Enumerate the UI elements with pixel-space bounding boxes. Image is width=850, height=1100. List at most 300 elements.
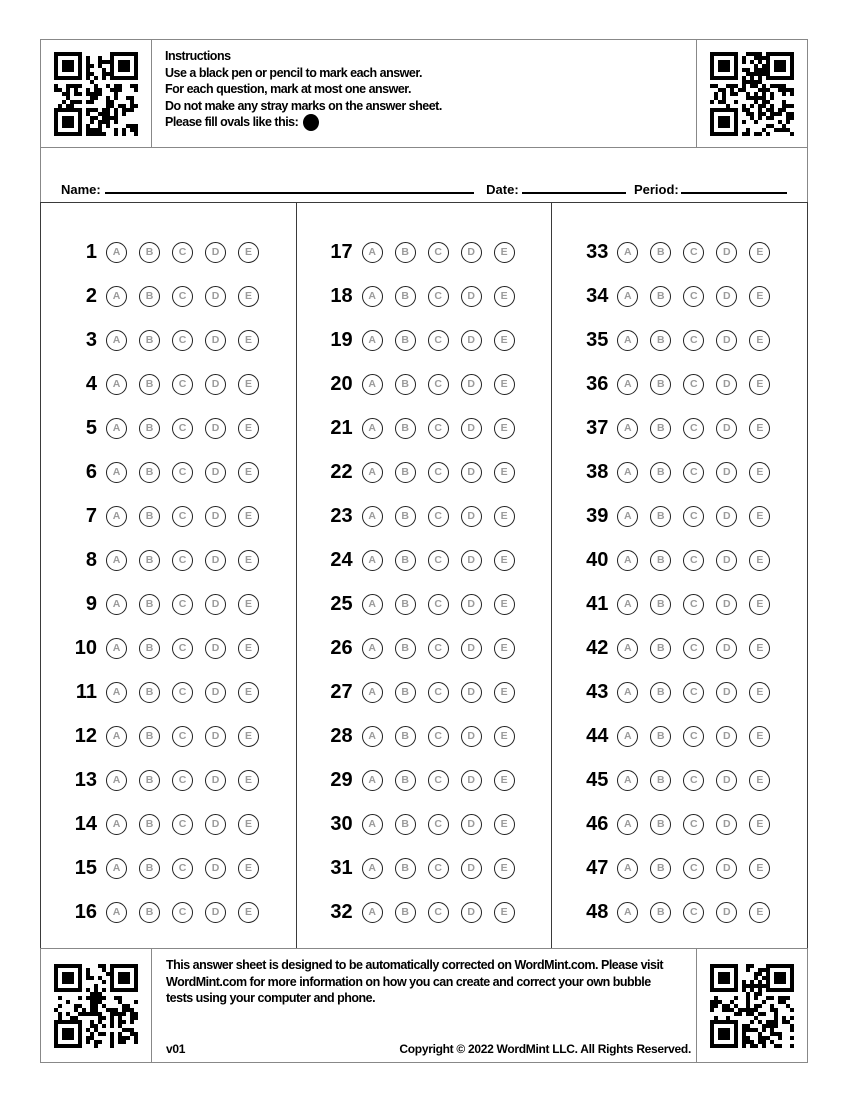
bubble-16-A[interactable]: A [106,902,127,923]
bubble-group-45 [617,770,770,791]
bubble-15-B[interactable]: B [139,858,160,879]
bubble-28-C[interactable]: C [428,726,449,747]
bubble-group-44 [617,726,770,747]
bubble-37-E[interactable]: E [749,418,770,439]
question-row-5 [41,406,296,450]
bubble-47-A[interactable]: A [617,858,638,879]
header-box [40,39,808,148]
bubble-12-C[interactable]: C [172,726,193,747]
bubble-41-E[interactable]: E [749,594,770,615]
bubble-21-D[interactable]: D [461,418,482,439]
bubble-5-A[interactable]: A [106,418,127,439]
bubble-42-B[interactable]: B [650,638,671,659]
bubble-21-C[interactable]: C [428,418,449,439]
bubble-41-A[interactable]: A [617,594,638,615]
question-row-17 [297,230,552,274]
question-row-40 [552,538,807,582]
bubble-20-D[interactable]: D [461,374,482,395]
bubble-group-23 [362,506,515,527]
bubble-31-C[interactable]: C [428,858,449,879]
bubble-26-E[interactable]: E [494,638,515,659]
bubble-26-B[interactable]: B [395,638,416,659]
bubble-1-B[interactable]: B [139,242,160,263]
bubble-9-D[interactable]: D [205,594,226,615]
bubble-19-D[interactable]: D [461,330,482,351]
bubble-23-D[interactable]: D [461,506,482,527]
bubble-19-B[interactable]: B [395,330,416,351]
bubble-24-D[interactable]: D [461,550,482,571]
bubble-40-B[interactable]: B [650,550,671,571]
bubble-40-A[interactable]: A [617,550,638,571]
bubble-44-E[interactable]: E [749,726,770,747]
bubble-13-C[interactable]: C [172,770,193,791]
bubble-33-B[interactable]: B [650,242,671,263]
bubble-48-A[interactable]: A [617,902,638,923]
bubble-48-B[interactable]: B [650,902,671,923]
bubble-4-E[interactable]: E [238,374,259,395]
bubble-25-C[interactable]: C [428,594,449,615]
bubble-23-B[interactable]: B [395,506,416,527]
bubble-group-47 [617,858,770,879]
bubble-22-B[interactable]: B [395,462,416,483]
bubble-39-E[interactable]: E [749,506,770,527]
bubble-17-B[interactable]: B [395,242,416,263]
bubble-6-B[interactable]: B [139,462,160,483]
bubble-32-D[interactable]: D [461,902,482,923]
bubble-2-B[interactable]: B [139,286,160,307]
bubble-11-C[interactable]: C [172,682,193,703]
bubble-27-A[interactable]: A [362,682,383,703]
bubble-3-A[interactable]: A [106,330,127,351]
bubble-18-A[interactable]: A [362,286,383,307]
bubble-25-E[interactable]: E [494,594,515,615]
bubble-31-D[interactable]: D [461,858,482,879]
bubble-4-A[interactable]: A [106,374,127,395]
bubble-34-E[interactable]: E [749,286,770,307]
question-row-9 [41,582,296,626]
bubble-4-B[interactable]: B [139,374,160,395]
bubble-25-B[interactable]: B [395,594,416,615]
bubble-1-C[interactable]: C [172,242,193,263]
bubble-42-E[interactable]: E [749,638,770,659]
bubble-7-D[interactable]: D [205,506,226,527]
question-number-1: 1 [85,240,97,263]
bubble-8-B[interactable]: B [139,550,160,571]
bubble-14-A[interactable]: A [106,814,127,835]
bubble-33-E[interactable]: E [749,242,770,263]
question-row-25 [297,582,552,626]
bubble-5-C[interactable]: C [172,418,193,439]
bubble-47-B[interactable]: B [650,858,671,879]
bubble-10-A[interactable]: A [106,638,127,659]
bubble-35-B[interactable]: B [650,330,671,351]
period-input-line[interactable] [681,178,787,194]
answer-grid [40,202,808,949]
bubble-6-D[interactable]: D [205,462,226,483]
bubble-7-A[interactable]: A [106,506,127,527]
bubble-35-A[interactable]: A [617,330,638,351]
bubble-43-C[interactable]: C [683,682,704,703]
bubble-32-C[interactable]: C [428,902,449,923]
question-number-10: 10 [74,636,97,659]
bubble-38-B[interactable]: B [650,462,671,483]
bubble-36-A[interactable]: A [617,374,638,395]
question-number-9: 9 [85,592,97,615]
question-row-10 [41,626,296,670]
bubble-31-E[interactable]: E [494,858,515,879]
question-row-43 [552,670,807,714]
bubble-7-C[interactable]: C [172,506,193,527]
bubble-group-36 [617,374,770,395]
bubble-10-C[interactable]: C [172,638,193,659]
bubble-group-17 [362,242,515,263]
bubble-40-E[interactable]: E [749,550,770,571]
bubble-2-C[interactable]: C [172,286,193,307]
bubble-8-D[interactable]: D [205,550,226,571]
bubble-21-E[interactable]: E [494,418,515,439]
bubble-43-E[interactable]: E [749,682,770,703]
question-number-34: 34 [586,284,609,307]
bubble-12-A[interactable]: A [106,726,127,747]
bubble-40-C[interactable]: C [683,550,704,571]
name-input-line[interactable] [105,178,474,194]
bubble-22-D[interactable]: D [461,462,482,483]
question-row-32 [297,890,552,934]
bubble-35-C[interactable]: C [683,330,704,351]
bubble-23-E[interactable]: E [494,506,515,527]
bubble-39-C[interactable]: C [683,506,704,527]
question-row-37 [552,406,807,450]
name-label: Name: [61,182,101,197]
bubble-11-A[interactable]: A [106,682,127,703]
bubble-45-C[interactable]: C [683,770,704,791]
date-input-line[interactable] [522,178,626,194]
question-number-15: 15 [74,856,97,879]
bubble-5-B[interactable]: B [139,418,160,439]
bubble-26-C[interactable]: C [428,638,449,659]
bubble-25-A[interactable]: A [362,594,383,615]
bubble-17-A[interactable]: A [362,242,383,263]
bubble-16-C[interactable]: C [172,902,193,923]
bubble-17-C[interactable]: C [428,242,449,263]
bubble-45-A[interactable]: A [617,770,638,791]
bubble-39-A[interactable]: A [617,506,638,527]
bubble-24-E[interactable]: E [494,550,515,571]
bubble-15-A[interactable]: A [106,858,127,879]
bubble-6-A[interactable]: A [106,462,127,483]
bubble-39-D[interactable]: D [716,506,737,527]
bubble-13-D[interactable]: D [205,770,226,791]
bubble-28-D[interactable]: D [461,726,482,747]
bubble-11-B[interactable]: B [139,682,160,703]
bubble-30-A[interactable]: A [362,814,383,835]
bubble-21-B[interactable]: B [395,418,416,439]
bubble-38-C[interactable]: C [683,462,704,483]
bubble-46-D[interactable]: D [716,814,737,835]
bubble-28-B[interactable]: B [395,726,416,747]
bubble-2-D[interactable]: D [205,286,226,307]
bubble-group-3 [106,330,259,351]
bubble-21-A[interactable]: A [362,418,383,439]
bubble-43-B[interactable]: B [650,682,671,703]
bubble-29-E[interactable]: E [494,770,515,791]
bubble-24-A[interactable]: A [362,550,383,571]
bubble-20-B[interactable]: B [395,374,416,395]
bubble-8-E[interactable]: E [238,550,259,571]
bubble-47-E[interactable]: E [749,858,770,879]
bubble-43-A[interactable]: A [617,682,638,703]
bubble-30-E[interactable]: E [494,814,515,835]
bubble-27-C[interactable]: C [428,682,449,703]
bubble-14-D[interactable]: D [205,814,226,835]
question-row-2 [41,274,296,318]
bubble-19-C[interactable]: C [428,330,449,351]
bubble-group-4 [106,374,259,395]
question-number-25: 25 [330,592,353,615]
bubble-2-A[interactable]: A [106,286,127,307]
bubble-5-D[interactable]: D [205,418,226,439]
bubble-44-B[interactable]: B [650,726,671,747]
bubble-41-C[interactable]: C [683,594,704,615]
bubble-40-D[interactable]: D [716,550,737,571]
bubble-7-E[interactable]: E [238,506,259,527]
bubble-20-A[interactable]: A [362,374,383,395]
bubble-13-E[interactable]: E [238,770,259,791]
bubble-35-E[interactable]: E [749,330,770,351]
bubble-38-A[interactable]: A [617,462,638,483]
question-row-28 [297,714,552,758]
bubble-36-E[interactable]: E [749,374,770,395]
bubble-10-B[interactable]: B [139,638,160,659]
bubble-48-E[interactable]: E [749,902,770,923]
bubble-18-B[interactable]: B [395,286,416,307]
bubble-14-B[interactable]: B [139,814,160,835]
bubble-42-C[interactable]: C [683,638,704,659]
bubble-3-B[interactable]: B [139,330,160,351]
bubble-22-C[interactable]: C [428,462,449,483]
bubble-group-32 [362,902,515,923]
bubble-22-E[interactable]: E [494,462,515,483]
question-row-27 [297,670,552,714]
bubble-48-C[interactable]: C [683,902,704,923]
bubble-37-A[interactable]: A [617,418,638,439]
question-number-23: 23 [330,504,353,527]
bubble-44-A[interactable]: A [617,726,638,747]
grid-column-1 [41,203,296,948]
bubble-12-D[interactable]: D [205,726,226,747]
bubble-9-C[interactable]: C [172,594,193,615]
bubble-12-B[interactable]: B [139,726,160,747]
bubble-33-C[interactable]: C [683,242,704,263]
bubble-10-D[interactable]: D [205,638,226,659]
bubble-6-E[interactable]: E [238,462,259,483]
footer-paragraph [166,957,691,1007]
bubble-34-C[interactable]: C [683,286,704,307]
question-row-21 [297,406,552,450]
bubble-3-C[interactable]: C [172,330,193,351]
bubble-45-E[interactable]: E [749,770,770,791]
bubble-3-E[interactable]: E [238,330,259,351]
bubble-1-D[interactable]: D [205,242,226,263]
instructions-title: Instructions [165,49,231,63]
bubble-37-C[interactable]: C [683,418,704,439]
bubble-12-E[interactable]: E [238,726,259,747]
question-number-33: 33 [586,240,609,263]
bubble-group-15 [106,858,259,879]
bubble-17-D[interactable]: D [461,242,482,263]
bubble-8-A[interactable]: A [106,550,127,571]
bubble-group-30 [362,814,515,835]
bubble-9-E[interactable]: E [238,594,259,615]
bubble-15-D[interactable]: D [205,858,226,879]
bubble-29-A[interactable]: A [362,770,383,791]
bubble-34-B[interactable]: B [650,286,671,307]
bubble-group-37 [617,418,770,439]
bubble-36-D[interactable]: D [716,374,737,395]
bubble-30-D[interactable]: D [461,814,482,835]
question-number-2: 2 [85,284,97,307]
bubble-41-D[interactable]: D [716,594,737,615]
bubble-41-B[interactable]: B [650,594,671,615]
bubble-33-D[interactable]: D [716,242,737,263]
bubble-37-B[interactable]: B [650,418,671,439]
bubble-38-D[interactable]: D [716,462,737,483]
bubble-39-B[interactable]: B [650,506,671,527]
bubble-30-C[interactable]: C [428,814,449,835]
bubble-31-A[interactable]: A [362,858,383,879]
bubble-16-D[interactable]: D [205,902,226,923]
bubble-13-A[interactable]: A [106,770,127,791]
bubble-35-D[interactable]: D [716,330,737,351]
bubble-46-A[interactable]: A [617,814,638,835]
bubble-18-E[interactable]: E [494,286,515,307]
bubble-10-E[interactable]: E [238,638,259,659]
bubble-29-D[interactable]: D [461,770,482,791]
bubble-4-D[interactable]: D [205,374,226,395]
bubble-1-E[interactable]: E [238,242,259,263]
bubble-18-C[interactable]: C [428,286,449,307]
bubble-group-31 [362,858,515,879]
bubble-28-E[interactable]: E [494,726,515,747]
bubble-group-16 [106,902,259,923]
question-row-11 [41,670,296,714]
bubble-16-B[interactable]: B [139,902,160,923]
bubble-27-E[interactable]: E [494,682,515,703]
bubble-46-B[interactable]: B [650,814,671,835]
bubble-26-A[interactable]: A [362,638,383,659]
bubble-37-D[interactable]: D [716,418,737,439]
bubble-23-C[interactable]: C [428,506,449,527]
bubble-34-D[interactable]: D [716,286,737,307]
bubble-45-B[interactable]: B [650,770,671,791]
bubble-4-C[interactable]: C [172,374,193,395]
question-row-20 [297,362,552,406]
bubble-46-E[interactable]: E [749,814,770,835]
bubble-6-C[interactable]: C [172,462,193,483]
grid-column-2 [296,203,552,948]
bubble-8-C[interactable]: C [172,550,193,571]
bubble-5-E[interactable]: E [238,418,259,439]
bubble-13-B[interactable]: B [139,770,160,791]
bubble-42-D[interactable]: D [716,638,737,659]
bubble-15-E[interactable]: E [238,858,259,879]
bubble-14-C[interactable]: C [172,814,193,835]
bubble-11-E[interactable]: E [238,682,259,703]
bubble-48-D[interactable]: D [716,902,737,923]
question-number-39: 39 [586,504,609,527]
bubble-45-D[interactable]: D [716,770,737,791]
bubble-46-C[interactable]: C [683,814,704,835]
bubble-44-C[interactable]: C [683,726,704,747]
bubble-29-B[interactable]: B [395,770,416,791]
bubble-16-E[interactable]: E [238,902,259,923]
bubble-22-A[interactable]: A [362,462,383,483]
qr-code-top-right-icon [696,40,807,147]
bubble-25-D[interactable]: D [461,594,482,615]
bubble-27-D[interactable]: D [461,682,482,703]
bubble-18-D[interactable]: D [461,286,482,307]
question-number-16: 16 [74,900,97,923]
bubble-31-B[interactable]: B [395,858,416,879]
bubble-23-A[interactable]: A [362,506,383,527]
bubble-42-A[interactable]: A [617,638,638,659]
bubble-15-C[interactable]: C [172,858,193,879]
bubble-32-E[interactable]: E [494,902,515,923]
question-number-28: 28 [330,724,353,747]
question-row-26 [297,626,552,670]
qr-code-bottom-right-icon [696,949,807,1062]
bubble-group-12 [106,726,259,747]
bubble-44-D[interactable]: D [716,726,737,747]
bubble-7-B[interactable]: B [139,506,160,527]
bubble-9-A[interactable]: A [106,594,127,615]
bubble-20-C[interactable]: C [428,374,449,395]
bubble-24-B[interactable]: B [395,550,416,571]
instruction-line-1: Use a black pen or pencil to mark each answer. [165,65,422,80]
bubble-26-D[interactable]: D [461,638,482,659]
bubble-30-B[interactable]: B [395,814,416,835]
bubble-11-D[interactable]: D [205,682,226,703]
bubble-19-A[interactable]: A [362,330,383,351]
bubble-24-C[interactable]: C [428,550,449,571]
bubble-1-A[interactable]: A [106,242,127,263]
bubble-47-C[interactable]: C [683,858,704,879]
bubble-32-B[interactable]: B [395,902,416,923]
qr-code-top-left-icon [41,40,152,147]
bubble-29-C[interactable]: C [428,770,449,791]
bubble-28-A[interactable]: A [362,726,383,747]
bubble-group-38 [617,462,770,483]
bubble-43-D[interactable]: D [716,682,737,703]
bubble-9-B[interactable]: B [139,594,160,615]
bubble-19-E[interactable]: E [494,330,515,351]
bubble-36-B[interactable]: B [650,374,671,395]
bubble-32-A[interactable]: A [362,902,383,923]
question-number-21: 21 [330,416,353,439]
bubble-20-E[interactable]: E [494,374,515,395]
bubble-14-E[interactable]: E [238,814,259,835]
bubble-27-B[interactable]: B [395,682,416,703]
bubble-38-E[interactable]: E [749,462,770,483]
bubble-34-A[interactable]: A [617,286,638,307]
bubble-36-C[interactable]: C [683,374,704,395]
question-row-34 [552,274,807,318]
bubble-2-E[interactable]: E [238,286,259,307]
bubble-47-D[interactable]: D [716,858,737,879]
bubble-3-D[interactable]: D [205,330,226,351]
bubble-17-E[interactable]: E [494,242,515,263]
bubble-33-A[interactable]: A [617,242,638,263]
